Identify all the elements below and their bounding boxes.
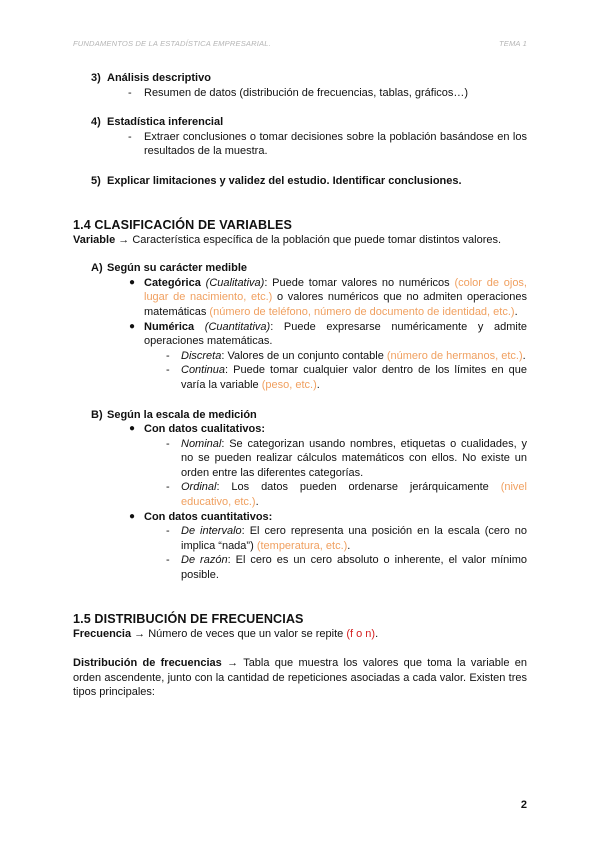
bullet-cuantitativos: ● Con datos cuantitativos: (129, 510, 273, 523)
bullet-marker: ● (129, 276, 136, 288)
dash-marker: - (128, 130, 132, 143)
example-text: (nivel educativo, etc.) (181, 481, 527, 509)
example-text: (color de ojos, lugar de nacimiento, etc.) (144, 276, 527, 304)
group-a-heading (73, 261, 527, 276)
step-5 (73, 174, 527, 189)
definition-text: Característica específica de la población que puede tomar distintos valores. (132, 233, 502, 246)
step-number: 5) (91, 174, 101, 187)
step-title: Análisis descriptivo (107, 72, 211, 84)
group-title: Según la escala de medición (107, 408, 257, 421)
item-ordinal: - Ordinal: Los datos pueden ordenarse jerárquicamente (nivel educativo, etc.). (166, 481, 527, 509)
bullet-cualitativos: ● Con datos cualitativos: (129, 423, 266, 436)
arrow: → (118, 233, 130, 246)
dash-marker: - (166, 349, 170, 362)
bullet-categorica: ● Categórica (Cualitativa): Puede tomar valores no numéricos (color de ojos, lugar de nacimiento, etc.) o valores numéricos que no admiten operaciones matemáticas (número de teléfono, número de documento de identidad, etc.). (129, 276, 527, 318)
example-text: (peso, etc.) (261, 378, 317, 391)
group-b-heading (73, 408, 527, 423)
item-continua: - Continua: Puede tomar cualquier valor dentro de los límites en que varía la variable (peso, etc.). (166, 364, 527, 391)
page-content (73, 71, 527, 700)
group-label: B) (91, 408, 103, 421)
group-title: Según su carácter medible (107, 262, 247, 275)
section-title-1-5: 1.5 DISTRIBUCIÓN DE FRECUENCIAS (73, 611, 304, 626)
step-title: Estadística inferencial (107, 116, 224, 129)
term-variable: Variable (73, 233, 116, 246)
step-3 (73, 71, 527, 100)
step-number: 3) (91, 72, 101, 84)
step-number: 4) (91, 116, 101, 129)
page-number: 2 (520, 799, 527, 811)
item-nominal: - Nominal: Se categorizan usando nombres, etiquetas o cualidades, y no se pueden realizar cálculos matemáticos con ellos. No existe un orden entre las diferentes categorías. (166, 437, 527, 479)
frecuencia-definition: Frecuencia → Número de veces que un valor se repite (f o n). (73, 627, 379, 640)
header-course-title: FUNDAMENTOS DE LA ESTADÍSTICA EMPRESARIAL. (73, 39, 271, 48)
step-4 (73, 115, 527, 159)
page-header (73, 37, 527, 49)
example-text: (temperatura, etc.) (256, 539, 348, 552)
section-title-1-4: 1.4 CLASIFICACIÓN DE VARIABLES (73, 217, 292, 232)
header-unit: TEMA 1 (498, 39, 527, 48)
distribucion-definition: Distribución de frecuencias → Tabla que muestra los valores que toma la variable en orden ascendente, junto con la cantidad de repeticiones asociadas a cada valor. Existen tres tipos principales: (73, 657, 527, 699)
bullet-marker: ● (129, 423, 136, 435)
item-razon: - De razón: El cero es un cero absoluto o inherente, el valor mínimo posible. (166, 554, 528, 582)
dash-marker: - (166, 437, 170, 450)
dash-marker: - (128, 86, 132, 99)
example-text: (número de teléfono, número de documento de identidad, etc.) (209, 305, 515, 318)
step-detail: Extraer conclusiones o tomar decisiones sobre la población basándose en los resultados de la muestra. (144, 130, 527, 158)
step-detail: Resumen de datos (distribución de frecuencias, tablas, gráficos…) (144, 86, 469, 99)
item-discreta: - Discreta: Valores de un conjunto contable (número de hermanos, etc.). (166, 349, 526, 362)
dash-marker: - (166, 554, 170, 567)
step-title: Explicar limitaciones y validez del estudio. Identificar conclusiones. (107, 174, 462, 187)
bullet-marker: ● (129, 320, 136, 332)
example-text: (número de hermanos, etc.) (386, 349, 523, 362)
bullet-marker: ● (129, 510, 136, 522)
bullet-numerica: ● Numérica (Cuantitativa): Puede expresarse numéricamente y admite operaciones matemáticas. (129, 320, 527, 348)
item-intervalo: - De intervalo: El cero representa una posición en la escala (cero no implica “nada”) (temperatura, etc.). (166, 525, 527, 552)
variable-definition (73, 233, 527, 248)
group-label: A) (91, 262, 103, 275)
arrow: → (134, 627, 146, 640)
frequency-symbol: (f o n) (346, 627, 376, 640)
dash-marker: - (166, 481, 170, 494)
dash-marker: - (166, 364, 170, 377)
arrow: → (227, 657, 239, 670)
dash-marker: - (166, 525, 170, 538)
